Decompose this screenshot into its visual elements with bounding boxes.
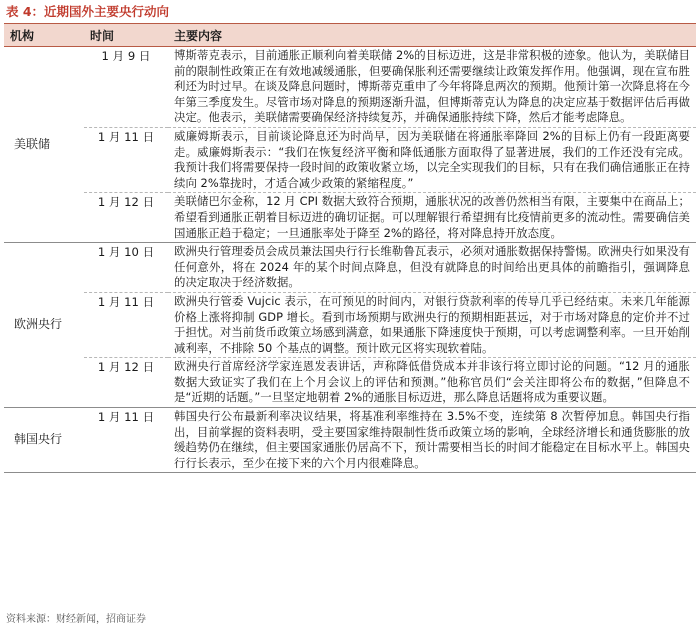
row-content: 欧洲央行管理委员会成员兼法国央行行长维勒鲁瓦表示，必须对通胀数据保持警惕。欧洲央行如果没有任何意外，将在 2024 年的某个时间点降息，但没有就降息的时间给出更具体的前瞻指引，强调降息的决定取决于经济数据。 — [168, 243, 696, 293]
row-content: 威廉姆斯表示，目前谈论降息还为时尚早，因为美联储在将通胀率降回 2%的目标上仍有一段距离要走。威廉姆斯表示：“我们在恢复经济平衡和降低通胀方面取得了显著进展，我们的工作还没有完成。我预计我们将需要保持一段时间的政策收紧立场，以完全实现我们的目标，只有在我们确信通胀正在持续向 2%靠拢时，才适合减少政策的紧缩程度。” — [168, 127, 696, 192]
row-date: 1 月 9 日 — [84, 47, 168, 128]
header-content: 主要内容 — [168, 24, 696, 47]
table-row — [4, 193, 696, 243]
row-date: 1 月 12 日 — [84, 358, 168, 408]
institution-fed: 美联储 — [4, 47, 84, 243]
institution-ecb: 欧洲央行 — [4, 243, 84, 408]
row-date: 1 月 11 日 — [84, 292, 168, 357]
row-date: 1 月 11 日 — [84, 408, 168, 473]
table-row — [4, 47, 696, 128]
table-row — [4, 408, 696, 473]
row-content: 美联储巴尔金称，12 月 CPI 数据大致符合预期，通胀状况的改善仍然相当有限，主要集中在商品上；希望看到通胀正朝着目标迈进的确切证据。可以理解银行希望拥有比疫情前更多的流动性。需要确信美国通胀正趋于稳定；一旦通胀率处于降至 2%的路径，将对降息持开放态度。 — [168, 193, 696, 243]
table-title: 表 4：近期国外主要央行动向 — [6, 4, 170, 19]
row-content: 欧洲央行管委 Vujcic 表示，在可预见的时间内，对银行贷款利率的传导几乎已经结束。未来几年能源价格上涨将抑制 GDP 增长。看到市场预期与欧洲央行的预期相距甚远，对于市场对降息的定价并不过于担忧。对当前货币政策立场感到满意，如果通胀下降速度快于预期，可以考虑调整利率。一旦开始削减利率，不排除 50 个基点的调整。预计欧元区将实现软着陆。 — [168, 292, 696, 357]
header-institution: 机构 — [4, 24, 84, 47]
table-row — [4, 127, 696, 192]
header-time: 时间 — [84, 24, 168, 47]
central-bank-table — [4, 23, 696, 473]
table-row — [4, 358, 696, 408]
row-date: 1 月 10 日 — [84, 243, 168, 293]
row-date: 1 月 12 日 — [84, 193, 168, 243]
row-date: 1 月 11 日 — [84, 127, 168, 192]
row-content: 博斯蒂克表示，目前通胀正顺利向着美联储 2%的目标迈进，这是非常积极的迹象。他认为，美联储目前的限制性政策正在有效地减缓通胀，但要确保胀利还需要继续让政策发挥作用。他强调，现在宣布胜利还为时过早。在谈及降息问题时，博斯蒂克重申了今年将降息两次的预期。他预计第一次降息将在今年第三季度发生。尽管市场对降息的预期逐渐升温，但博斯蒂克认为降息的决定应基于数据评估后再做决定。他表示，美联储需要确保经济持续复苏，并确保通胀持续下降，然后才能考虑降息。 — [168, 47, 696, 128]
institution-bok: 韩国央行 — [4, 408, 84, 473]
row-content: 欧洲央行首席经济学家连恩发表讲话，声称降低借贷成本并非该行将立即讨论的问题。“12 月的通胀数据大致证实了我们在上个月会议上的评估和预测。”他称官员们“会关注即将公布的数据，”但降息不是“近期的话题。”一旦坚定地朝着 2%的通胀目标迈进，那么降息话题将成为重要议题。 — [168, 358, 696, 408]
table-header-row — [4, 24, 696, 47]
source-note: 资料来源：财经新闻，招商证券 — [6, 614, 146, 625]
row-content: 韩国央行公布最新利率决议结果，将基准利率维持在 3.5%不变，连续第 8 次暂停加息。韩国央行指出，目前掌握的资料表明，受主要国家维持限制性货币政策立场的影响，全球经济增长和通货膨胀的放缓趋势仍在继续，但主要国家通胀仍居高不下，预计需要相当长的时间才能稳定在目标水平上。韩国央行行长表示，至少在接下来的六个月内很难降息。 — [168, 408, 696, 473]
table-row — [4, 243, 696, 293]
table-row — [4, 292, 696, 357]
